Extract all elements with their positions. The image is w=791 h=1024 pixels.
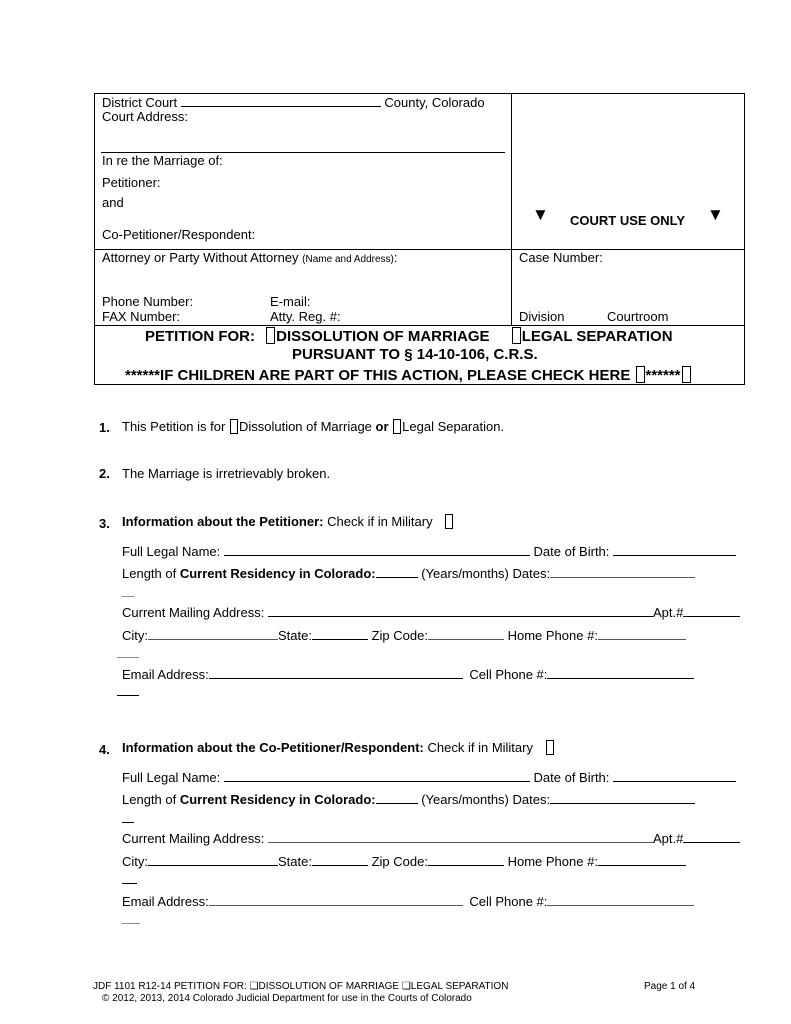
- fax-label: FAX Number:: [102, 309, 181, 324]
- item-2-text: The Marriage is irretrievably broken.: [122, 466, 331, 481]
- caption-right-border: [744, 93, 745, 385]
- phone-label: Phone Number:: [102, 294, 194, 309]
- caption-bottom-border: [94, 384, 745, 385]
- dob-label: Date of Birth:: [533, 544, 610, 559]
- petitioner-city-field[interactable]: [148, 627, 278, 640]
- dissolution-title: DISSOLUTION OF MARRIAGE: [276, 328, 490, 345]
- email-label: E-mail:: [270, 294, 311, 309]
- courtroom-label: Courtroom: [607, 309, 669, 324]
- extra-box-icon: [682, 366, 691, 383]
- military-label: Check if in Military: [327, 514, 433, 529]
- city-label: City:: [122, 628, 148, 643]
- caption-rule-title: [94, 325, 745, 326]
- item-4-heading-line: [122, 740, 555, 755]
- petitioner-email-field[interactable]: [209, 666, 463, 679]
- petitioner-zip-field[interactable]: [428, 627, 504, 640]
- attorney-colon: :: [393, 250, 398, 265]
- caption-divider: [511, 93, 512, 325]
- respondent-city-row: [122, 853, 686, 869]
- dissolution-checkbox[interactable]: [266, 327, 275, 344]
- email-address-label: Email Address:: [122, 894, 209, 909]
- item-1-separation: Legal Separation.: [402, 419, 505, 434]
- full-legal-name-label: Full Legal Name:: [122, 544, 221, 559]
- cell-phone-label: Cell Phone #:: [469, 894, 548, 909]
- county-field[interactable]: [181, 94, 381, 107]
- wrap-dash: [117, 695, 139, 696]
- military-label: Check if in Military: [427, 740, 533, 755]
- length-prefix: Length of: [122, 792, 177, 807]
- respondent-dob-field[interactable]: [613, 769, 736, 782]
- length-prefix: Length of: [122, 566, 177, 581]
- wrap-dash: [122, 883, 137, 884]
- zip-label: Zip Code:: [371, 628, 428, 643]
- item-3-heading-line: [122, 514, 454, 529]
- years-months-label: (Years/months) Dates:: [421, 566, 551, 581]
- respondent-address-row: [122, 830, 740, 846]
- item-4-number: 4.: [99, 742, 110, 757]
- footer-page-number: Page 1 of 4: [644, 981, 696, 992]
- wrap-dash: [122, 923, 140, 924]
- city-label: City:: [122, 854, 148, 869]
- respondent-apt-field[interactable]: [683, 830, 740, 843]
- petitioner-dob-field[interactable]: [613, 543, 736, 556]
- petitioner-military-checkbox[interactable]: [445, 514, 453, 529]
- respondent-dates-field[interactable]: [550, 791, 695, 804]
- respondent-city-field[interactable]: [148, 853, 278, 866]
- footer-form-id: JDF 1101 R12-14 PETITION FOR: ❑DISSOLUTION OF MARRIAGE ❑LEGAL SEPARATION: [93, 981, 509, 992]
- court-address-label: Court Address:: [102, 109, 188, 124]
- respondent-address-field[interactable]: [268, 830, 653, 843]
- petitioner-residency-row: [122, 565, 695, 581]
- current-residency-label: Current Residency in Colorado:: [179, 566, 376, 581]
- respondent-cell-field[interactable]: [547, 893, 694, 906]
- children-text: ******IF CHILDREN ARE PART OF THIS ACTION, PLEASE CHECK HERE: [125, 367, 631, 384]
- copetitioner-label: Co-Petitioner/Respondent:: [102, 227, 256, 242]
- legal-separation-checkbox[interactable]: [512, 327, 521, 344]
- atty-reg-label: Atty. Reg. #:: [270, 309, 341, 324]
- wrap-dash: [122, 822, 134, 823]
- pursuant-line: PURSUANT TO § 14-10-106, C.R.S.: [292, 346, 538, 363]
- current-residency-label: Current Residency in Colorado:: [179, 792, 376, 807]
- mailing-address-label: Current Mailing Address:: [122, 605, 265, 620]
- item-3-heading: Information about the Petitioner:: [122, 514, 324, 529]
- item-3-number: 3.: [99, 516, 110, 531]
- item-1-or: or: [375, 419, 389, 434]
- item-1-prefix: This Petition is for: [122, 419, 226, 434]
- item-1-dissolution: Dissolution of Marriage: [238, 419, 372, 434]
- petitioner-email-row: [122, 666, 694, 682]
- item-1-number: 1.: [99, 420, 110, 435]
- caption-left-border: [94, 93, 95, 385]
- court-use-only: COURT USE ONLY: [570, 213, 686, 228]
- petitioner-home-phone-field[interactable]: [598, 627, 686, 640]
- petitioner-name-field[interactable]: [224, 543, 530, 556]
- legal-separation-title: LEGAL SEPARATION: [521, 328, 673, 345]
- state-label: State:: [278, 854, 312, 869]
- home-phone-label: Home Phone #:: [507, 628, 598, 643]
- respondent-email-field[interactable]: [209, 893, 463, 906]
- dob-label: Date of Birth:: [533, 770, 610, 785]
- case-number-label: Case Number:: [519, 250, 603, 265]
- respondent-residency-row: [122, 791, 695, 807]
- respondent-state-field[interactable]: [312, 853, 368, 866]
- triangle-down-icon: ▼: [707, 205, 724, 224]
- petitioner-name-row: [122, 543, 736, 559]
- apt-label: Apt.#: [652, 831, 684, 846]
- state-label: State:: [278, 628, 312, 643]
- respondent-email-row: [122, 893, 694, 909]
- triangle-down-icon: ▼: [532, 205, 549, 224]
- item-2-number: 2.: [99, 466, 110, 481]
- children-suffix: ******: [645, 367, 681, 384]
- children-checkbox[interactable]: [636, 366, 645, 383]
- in-re-label: In re the Marriage of:: [102, 153, 223, 168]
- title-line-1: [145, 327, 673, 345]
- court-line: [102, 94, 485, 110]
- item-1-text: [122, 419, 504, 434]
- item-1-dissolution-checkbox[interactable]: [230, 419, 238, 434]
- court-line-suffix: County, Colorado: [384, 95, 485, 110]
- respondent-zip-field[interactable]: [428, 853, 504, 866]
- respondent-residency-field[interactable]: [376, 791, 418, 804]
- petitioner-label: Petitioner:: [102, 175, 161, 190]
- attorney-note: (Name and Address): [302, 254, 394, 265]
- item-4-heading: Information about the Co-Petitioner/Respondent:: [122, 740, 424, 755]
- wrap-dash: [117, 657, 139, 658]
- wrap-dash: [122, 596, 134, 597]
- petition-for-label: PETITION FOR:: [145, 328, 255, 345]
- petitioner-residency-field[interactable]: [376, 565, 418, 578]
- apt-label: Apt.#: [652, 605, 684, 620]
- cell-phone-label: Cell Phone #:: [469, 667, 548, 682]
- respondent-name-field[interactable]: [224, 769, 530, 782]
- respondent-home-phone-field[interactable]: [598, 853, 686, 866]
- petitioner-apt-field[interactable]: [683, 604, 740, 617]
- respondent-name-row: [122, 769, 736, 785]
- mailing-address-label: Current Mailing Address:: [122, 831, 265, 846]
- years-months-label: (Years/months) Dates:: [421, 792, 551, 807]
- petitioner-state-field[interactable]: [312, 627, 368, 640]
- full-legal-name-label: Full Legal Name:: [122, 770, 221, 785]
- home-phone-label: Home Phone #:: [507, 854, 598, 869]
- respondent-military-checkbox[interactable]: [546, 740, 554, 755]
- attorney-line: [102, 250, 398, 265]
- petitioner-address-field[interactable]: [268, 604, 653, 617]
- zip-label: Zip Code:: [371, 854, 428, 869]
- court-line-prefix: District Court: [102, 95, 178, 110]
- item-1-separation-checkbox[interactable]: [393, 419, 401, 434]
- petitioner-dates-field[interactable]: [550, 565, 695, 578]
- petitioner-city-row: [122, 627, 686, 643]
- footer-copyright: © 2012, 2013, 2014 Colorado Judicial Department for use in the Courts of Colorado: [102, 993, 472, 1004]
- attorney-label: Attorney or Party Without Attorney: [102, 250, 299, 265]
- petitioner-cell-field[interactable]: [547, 666, 694, 679]
- and-label: and: [102, 195, 124, 210]
- children-line: [125, 366, 692, 384]
- email-address-label: Email Address:: [122, 667, 209, 682]
- petitioner-address-row: [122, 604, 740, 620]
- division-label: Division: [519, 309, 565, 324]
